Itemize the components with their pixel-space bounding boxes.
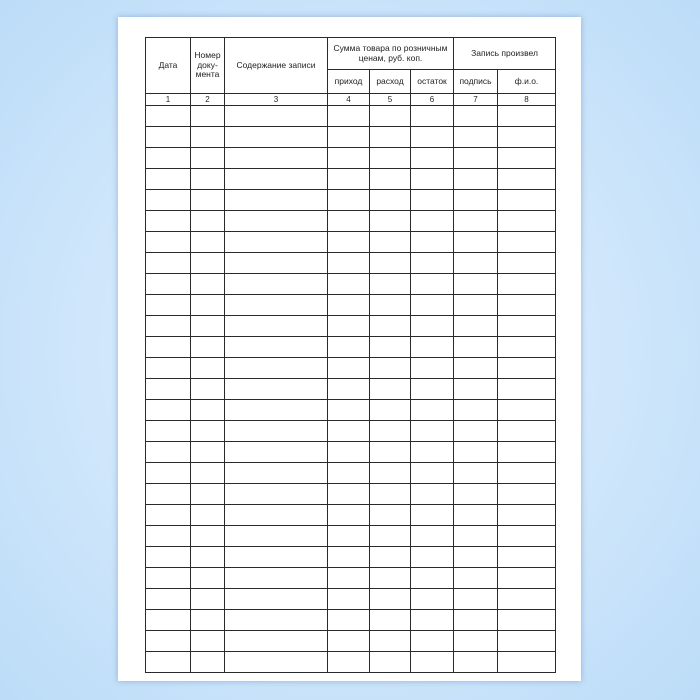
table-cell [328,169,370,190]
table-cell [411,148,454,169]
table-cell [191,232,225,253]
table-cell [191,421,225,442]
table-cell [370,505,411,526]
table-cell [191,610,225,631]
table-cell [225,295,328,316]
table-cell [146,505,191,526]
table-cell [411,253,454,274]
table-cell [225,547,328,568]
table-cell [328,526,370,547]
table-row [146,148,556,169]
table-cell [411,358,454,379]
table-cell [370,589,411,610]
table-cell [498,253,556,274]
table-cell [370,484,411,505]
table-cell [370,652,411,673]
table-cell [146,295,191,316]
table-cell [328,400,370,421]
table-cell [146,484,191,505]
table-cell [370,400,411,421]
table-cell [225,253,328,274]
header-signature: подпись [454,70,498,94]
table-cell [498,169,556,190]
column-number: 6 [411,94,454,106]
table-cell [191,379,225,400]
table-row [146,127,556,148]
table-cell [146,190,191,211]
table-cell [454,568,498,589]
table-cell [191,253,225,274]
table-cell [411,442,454,463]
table-cell [498,547,556,568]
table-cell [225,526,328,547]
table-cell [454,526,498,547]
table-row [146,568,556,589]
table-cell [225,337,328,358]
column-number: 4 [328,94,370,106]
table-cell [225,190,328,211]
table-cell [328,106,370,127]
table-cell [146,610,191,631]
table-cell [411,211,454,232]
table-cell [454,358,498,379]
table-cell [411,589,454,610]
table-cell [454,463,498,484]
table-cell [454,547,498,568]
table-cell [498,190,556,211]
table-row [146,547,556,568]
table-cell [328,274,370,295]
column-number: 7 [454,94,498,106]
table-cell [146,568,191,589]
table-row [146,232,556,253]
table-row [146,400,556,421]
table-cell [454,484,498,505]
table-row [146,505,556,526]
table-cell [146,337,191,358]
table-cell [225,442,328,463]
table-cell [411,379,454,400]
table-cell [146,379,191,400]
header-doc-number: Номер доку-мента [191,38,225,94]
table-cell [191,400,225,421]
table-row [146,526,556,547]
table-cell [411,400,454,421]
table-cell [454,169,498,190]
table-cell [328,547,370,568]
table-cell [454,421,498,442]
table-cell [370,106,411,127]
table-cell [498,127,556,148]
header-income: приход [328,70,370,94]
table-cell [411,652,454,673]
table-cell [191,631,225,652]
table-cell [411,232,454,253]
table-cell [328,505,370,526]
table-cell [454,295,498,316]
table-cell [146,127,191,148]
table-cell [411,484,454,505]
table-cell [370,442,411,463]
table-row [146,379,556,400]
table-cell [225,568,328,589]
column-number: 1 [146,94,191,106]
table-cell [191,274,225,295]
table-row [146,274,556,295]
table-cell [328,190,370,211]
table-cell [370,232,411,253]
document-page [118,17,581,681]
table-cell [146,253,191,274]
table-cell [146,589,191,610]
table-cell [454,589,498,610]
table-cell [454,274,498,295]
table-cell [328,295,370,316]
table-cell [191,148,225,169]
table-cell [411,337,454,358]
table-cell [225,589,328,610]
table-cell [328,232,370,253]
header-name: ф.и.о. [498,70,556,94]
table-cell [454,400,498,421]
table-cell [146,211,191,232]
table-cell [370,316,411,337]
table-row [146,589,556,610]
table-cell [225,463,328,484]
table-cell [411,631,454,652]
table-cell [370,211,411,232]
table-row [146,169,556,190]
table-cell [191,169,225,190]
table-row [146,442,556,463]
table-cell [225,106,328,127]
table-cell [328,631,370,652]
table-cell [498,232,556,253]
table-cell [498,463,556,484]
table-row [146,337,556,358]
table-cell [454,106,498,127]
table-cell [454,232,498,253]
table-cell [225,232,328,253]
table-cell [328,253,370,274]
table-cell [370,379,411,400]
table-cell [498,400,556,421]
table-cell [498,316,556,337]
table-cell [411,547,454,568]
table-cell [411,526,454,547]
column-number: 3 [225,94,328,106]
table-cell [146,106,191,127]
table-cell [454,211,498,232]
table-cell [411,127,454,148]
table-cell [225,400,328,421]
table-cell [454,505,498,526]
table-cell [225,169,328,190]
table-cell [328,358,370,379]
table-cell [411,274,454,295]
column-number-row [146,94,556,106]
column-number: 8 [498,94,556,106]
table-cell [498,568,556,589]
ledger-table [145,37,556,673]
table-cell [146,526,191,547]
table-cell [146,169,191,190]
table-cell [146,652,191,673]
table-cell [328,127,370,148]
table-cell [191,505,225,526]
table-cell [370,253,411,274]
table-cell [454,316,498,337]
table-cell [370,610,411,631]
table-cell [328,568,370,589]
table-cell [411,316,454,337]
table-cell [411,169,454,190]
table-cell [411,568,454,589]
table-cell [370,127,411,148]
table-cell [328,148,370,169]
table-cell [191,316,225,337]
table-cell [225,358,328,379]
table-cell [454,652,498,673]
table-cell [370,148,411,169]
column-number: 2 [191,94,225,106]
table-cell [370,526,411,547]
table-cell [328,442,370,463]
table-cell [370,631,411,652]
table-cell [498,442,556,463]
table-cell [191,547,225,568]
table-cell [370,547,411,568]
table-cell [225,421,328,442]
table-cell [191,337,225,358]
table-cell [328,589,370,610]
table-cell [191,295,225,316]
table-cell [498,148,556,169]
table-cell [328,610,370,631]
table-cell [411,505,454,526]
table-cell [411,295,454,316]
table-cell [146,631,191,652]
table-cell [191,589,225,610]
table-cell [146,421,191,442]
table-cell [498,379,556,400]
table-cell [498,358,556,379]
table-row [146,190,556,211]
table-cell [454,148,498,169]
table-cell [146,400,191,421]
table-row [146,463,556,484]
table-cell [191,652,225,673]
table-cell [225,316,328,337]
table-cell [191,127,225,148]
table-row [146,610,556,631]
table-cell [225,127,328,148]
table-row [146,484,556,505]
table-cell [225,211,328,232]
table-cell [454,190,498,211]
table-cell [191,526,225,547]
table-cell [370,568,411,589]
table-cell [411,421,454,442]
table-row [146,631,556,652]
table-cell [146,232,191,253]
table-row [146,295,556,316]
table-cell [370,295,411,316]
table-cell [370,337,411,358]
table-cell [370,274,411,295]
table-cell [146,442,191,463]
table-cell [225,274,328,295]
table-cell [191,211,225,232]
table-cell [498,610,556,631]
table-cell [328,211,370,232]
table-cell [328,652,370,673]
table-row [146,421,556,442]
table-cell [191,358,225,379]
table-cell [225,652,328,673]
table-cell [328,316,370,337]
table-cell [225,631,328,652]
table-cell [146,148,191,169]
header-content: Содержание записи [225,38,328,94]
table-cell [498,211,556,232]
table-cell [328,484,370,505]
header-sum-group: Сумма товара по розничным ценам, руб. коп. [328,38,454,70]
table-row [146,652,556,673]
table-cell [370,169,411,190]
table-cell [146,274,191,295]
table-cell [498,505,556,526]
table-cell [454,442,498,463]
table-cell [191,568,225,589]
table-cell [454,379,498,400]
table-cell [146,463,191,484]
table-cell [146,316,191,337]
table-cell [225,610,328,631]
table-cell [454,631,498,652]
table-cell [146,547,191,568]
table-cell [328,379,370,400]
table-cell [498,652,556,673]
table-cell [225,484,328,505]
table-cell [498,295,556,316]
table-cell [191,442,225,463]
table-cell [454,127,498,148]
table-cell [454,610,498,631]
table-cell [498,526,556,547]
table-cell [225,379,328,400]
table-cell [225,148,328,169]
column-number: 5 [370,94,411,106]
table-cell [370,190,411,211]
table-row [146,316,556,337]
table-cell [498,274,556,295]
table-row [146,211,556,232]
table-cell [454,337,498,358]
table-cell [498,631,556,652]
table-cell [454,253,498,274]
table-cell [370,463,411,484]
table-cell [328,463,370,484]
table-cell [370,358,411,379]
table-row [146,358,556,379]
table-cell [498,589,556,610]
table-cell [498,106,556,127]
table-cell [191,484,225,505]
header-date: Дата [146,38,191,94]
table-cell [191,463,225,484]
table-cell [146,358,191,379]
table-cell [225,505,328,526]
header-record-group: Запись произвел [454,38,556,70]
table-row [146,253,556,274]
table-cell [328,421,370,442]
table-cell [191,106,225,127]
table-cell [498,337,556,358]
table-cell [411,106,454,127]
table-cell [498,421,556,442]
table-row [146,106,556,127]
table-cell [328,337,370,358]
table-cell [411,610,454,631]
table-cell [498,484,556,505]
table-cell [191,190,225,211]
table-cell [370,421,411,442]
table-cell [411,463,454,484]
header-balance: остаток [411,70,454,94]
table-cell [411,190,454,211]
ledger-body [146,106,556,673]
header-expense: расход [370,70,411,94]
